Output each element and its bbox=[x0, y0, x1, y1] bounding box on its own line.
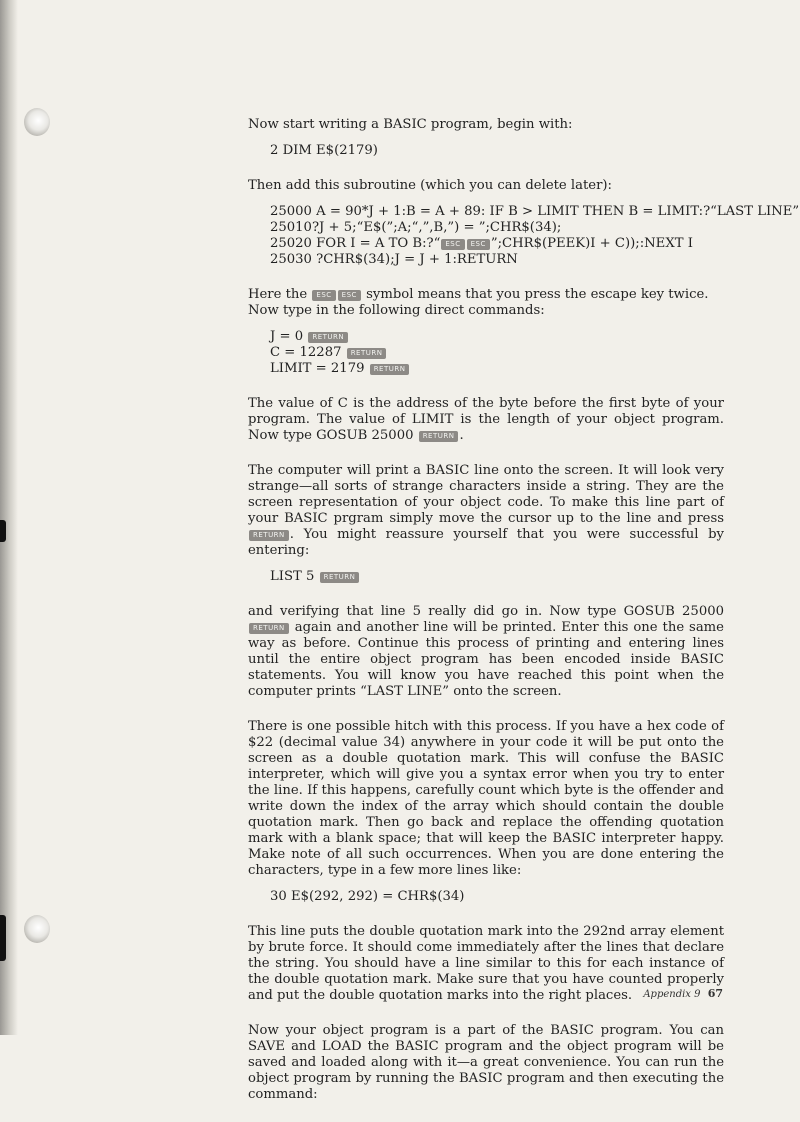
code-dim bbox=[270, 143, 724, 159]
return-key-icon: RETURN bbox=[308, 332, 348, 343]
code-line bbox=[270, 361, 724, 377]
binder-hole-bottom bbox=[24, 915, 50, 943]
paragraph-text: The computer will print a BASIC line onto the screen. It will look very strange—all sorts of strange characters inside a string. They are the screen representation of your object code. To make this line part of your BASIC prgram simply move the cursor up to the line and press bbox=[248, 463, 724, 526]
binder-hole-top bbox=[24, 108, 50, 136]
code-line bbox=[270, 569, 724, 585]
paragraph-intro bbox=[248, 117, 724, 133]
edge-mark bbox=[0, 520, 6, 542]
esc-key-icon: ESC bbox=[338, 290, 361, 301]
return-key-icon: RETURN bbox=[370, 364, 410, 375]
return-key-icon: RETURN bbox=[419, 431, 459, 442]
code-text: 25020 FOR I = A TO B:?“ bbox=[270, 236, 441, 251]
code-subroutine bbox=[270, 204, 800, 268]
paragraph-text: This line puts the double quotation mark into the 292nd array element by brute force. It should come immediately after the lines that declare the string. You should have a line similar to this for each instance of the double quotation mark. Make sure that you have counted properly and put the double quotation marks into the right places. bbox=[248, 924, 724, 1003]
code-line bbox=[270, 329, 724, 345]
code-text: LIMIT = 2179 bbox=[270, 361, 365, 376]
esc-key-icon: ESC bbox=[467, 239, 490, 250]
return-key-icon: RETURN bbox=[249, 530, 289, 541]
paragraph-value-of-c bbox=[248, 396, 724, 444]
paragraph-here-the bbox=[248, 287, 724, 319]
code-direct-commands bbox=[270, 329, 724, 377]
paragraph-text: . You might reassure yourself that you were successful by entering: bbox=[248, 527, 724, 558]
code-line: 25030 ?CHR$(34);J = J + 1:RETURN bbox=[270, 252, 518, 267]
page-footer bbox=[643, 987, 723, 1000]
paragraph-add-subroutine bbox=[248, 178, 724, 194]
return-key-icon: RETURN bbox=[249, 623, 289, 634]
paragraph-text: Then add this subroutine (which you can delete later): bbox=[248, 178, 612, 193]
return-key-icon: RETURN bbox=[320, 572, 360, 583]
paragraph-text: There is one possible hitch with this process. If you have a hex code of $22 (decimal value 34) anywhere in your code it will be put onto the screen as a double quotation mark. This will confuse the BASIC interpreter, which will give you a syntax error when you try to enter the line. If this happens, carefully count which byte is the offender and write down the index of the array which should contain the double quotation mark. Then go back and replace the offending quotation mark with a blank space; that will keep the BASIC interpreter happy. Make note of all such occurrences. When you are done entering the characters, type in a few more lines like: bbox=[248, 719, 724, 878]
edge-mark bbox=[0, 915, 6, 961]
code-list-5 bbox=[270, 569, 724, 585]
paragraph-possible-hitch bbox=[248, 719, 724, 879]
paragraph-verifying bbox=[248, 604, 724, 700]
paragraph-text: Here the bbox=[248, 287, 308, 302]
footer-section-label: Appendix 9 bbox=[643, 989, 701, 1000]
paragraph-text: Now start writing a BASIC program, begin with: bbox=[248, 117, 573, 132]
code-text: C = 12287 bbox=[270, 345, 342, 360]
page-content bbox=[248, 117, 800, 1122]
paragraph-text: symbol means that you press the escape key twice. Now type in the following direct commands: bbox=[248, 287, 709, 318]
code-line: 2 DIM E$(2179) bbox=[270, 143, 378, 158]
code-line: 30 E$(292, 292) = CHR$(34) bbox=[270, 889, 465, 904]
code-text: ”;CHR$(PEEK)I + C));:NEXT I bbox=[490, 236, 693, 251]
paragraph-text: and verifying that line 5 really did go in. Now type GOSUB 25000 bbox=[248, 604, 724, 619]
paragraph-now-your-object bbox=[248, 1023, 724, 1103]
paragraph-text: . bbox=[459, 428, 464, 443]
esc-key-icon: ESC bbox=[312, 290, 335, 301]
esc-key-icon: ESC bbox=[441, 239, 464, 250]
code-line: 25010?J + 5;“E$(”;A;“,”,B,”) = ”;CHR$(34); bbox=[270, 220, 562, 235]
page-gutter-shadow bbox=[0, 0, 18, 1035]
page-number: 67 bbox=[707, 987, 723, 1000]
code-line bbox=[270, 345, 724, 361]
paragraph-computer-will-print bbox=[248, 463, 724, 559]
code-line bbox=[270, 236, 724, 252]
code-text: J = 0 bbox=[270, 329, 304, 344]
paragraph-text: again and another line will be printed. Enter this one the same way as before. Continue this process of printing and entering lines until the entire object program has been encoded inside BASIC statements. You will know you have reached this point when the computer prints “LAST LINE” onto the screen. bbox=[248, 620, 724, 699]
code-text: LIST 5 bbox=[270, 569, 315, 584]
paragraph-text: Now your object program is a part of the BASIC program. You can SAVE and LOAD the BASIC program and the object program will be saved and loaded along with it—a great convenience. You can run the object program by running the BASIC program and then executing the command: bbox=[248, 1023, 724, 1102]
code-line: 25000 A = 90*J + 1:B = A + 89: IF B > LIMIT THEN B = LIMIT:?“LAST LINE” bbox=[270, 204, 800, 219]
return-key-icon: RETURN bbox=[347, 348, 387, 359]
paragraph-text: The value of C is the address of the byte before the first byte of your program. The value of LIMIT is the length of your object program. Now type GOSUB 25000 bbox=[248, 396, 724, 443]
code-e-line bbox=[270, 889, 724, 905]
